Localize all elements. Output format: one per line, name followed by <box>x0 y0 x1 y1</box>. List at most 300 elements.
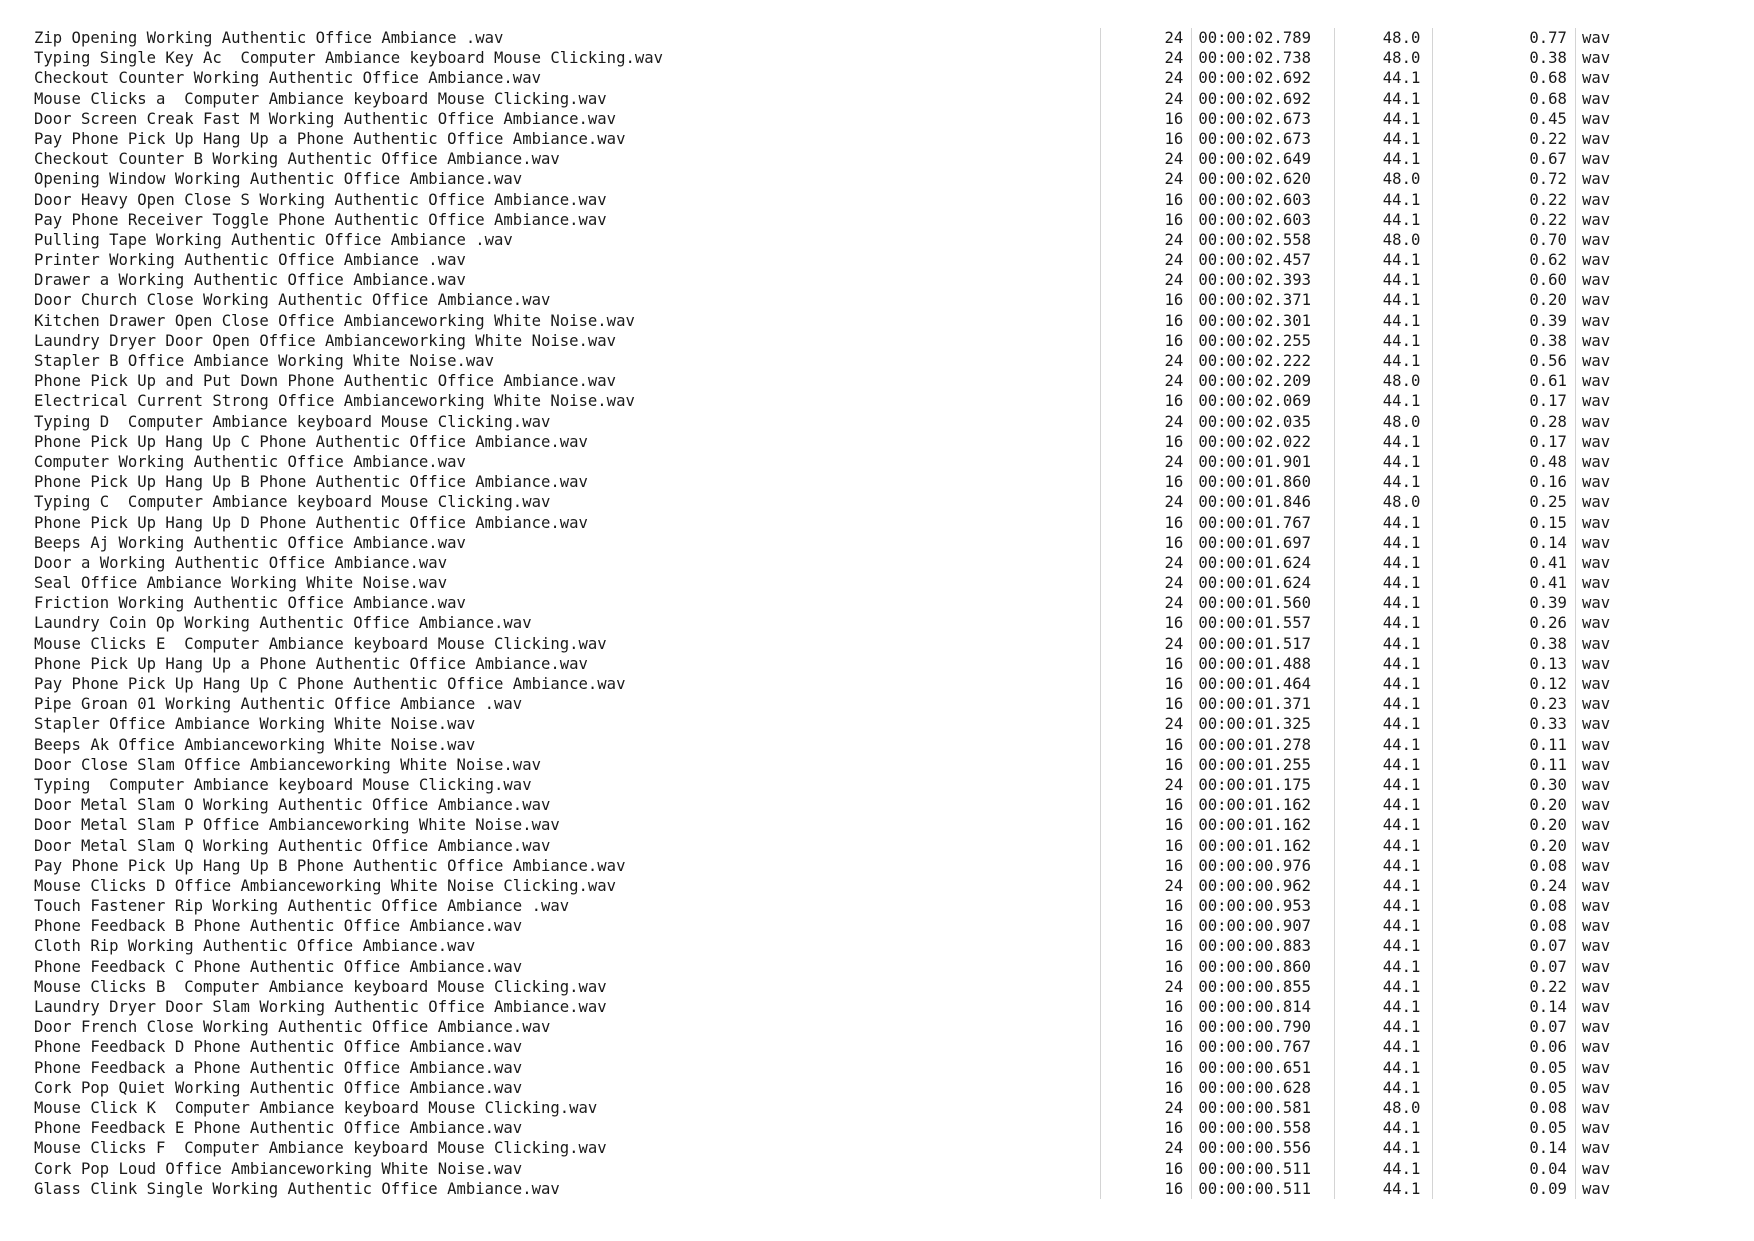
duration: 00:00:01.464 <box>1191 674 1334 694</box>
sample-rate: 44.1 <box>1334 714 1432 734</box>
bit-depth: 16 <box>1100 735 1192 755</box>
sample-rate: 44.1 <box>1334 593 1432 613</box>
file-name: Checkout Counter Working Authentic Office Ambiance.wav <box>34 69 541 88</box>
duration: 00:00:01.175 <box>1191 775 1334 795</box>
file-name: Door a Working Authentic Office Ambiance.wav <box>34 553 448 572</box>
bit-depth: 16 <box>1100 1179 1192 1199</box>
file-name: Mouse Clicks F Computer Ambiance keyboard Mouse Clicking.wav <box>34 1139 607 1158</box>
duration: 00:00:00.976 <box>1191 856 1334 876</box>
sample-rate: 44.1 <box>1334 129 1432 149</box>
file-name: Touch Fastener Rip Working Authentic Office Ambiance .wav <box>34 897 570 916</box>
sample-rate: 44.1 <box>1334 149 1432 169</box>
file-size: 0.62 <box>1432 250 1575 270</box>
file-row <box>34 876 1634 896</box>
file-row <box>34 1179 1634 1199</box>
file-size: 0.70 <box>1432 230 1575 250</box>
file-size: 0.25 <box>1432 492 1575 512</box>
file-size: 0.26 <box>1432 613 1575 633</box>
file-type: wav <box>1575 311 1634 331</box>
duration: 00:00:01.557 <box>1191 613 1334 633</box>
bit-depth: 16 <box>1100 331 1192 351</box>
bit-depth: 16 <box>1100 1078 1192 1098</box>
duration: 00:00:02.738 <box>1191 48 1334 68</box>
sample-rate: 44.1 <box>1334 472 1432 492</box>
sample-rate: 44.1 <box>1334 250 1432 270</box>
duration: 00:00:00.558 <box>1191 1118 1334 1138</box>
file-type: wav <box>1575 916 1634 936</box>
file-row <box>34 533 1634 553</box>
bit-depth: 16 <box>1100 533 1192 553</box>
file-type: wav <box>1575 68 1634 88</box>
file-type: wav <box>1575 290 1634 310</box>
file-type: wav <box>1575 1058 1634 1078</box>
file-name: Friction Working Authentic Office Ambiance.wav <box>34 594 466 613</box>
duration: 00:00:02.371 <box>1191 290 1334 310</box>
file-size: 0.14 <box>1432 997 1575 1017</box>
duration: 00:00:02.393 <box>1191 270 1334 290</box>
duration: 00:00:02.620 <box>1191 169 1334 189</box>
file-name: Kitchen Drawer Open Close Office Ambianceworking White Noise.wav <box>34 311 635 330</box>
file-row <box>34 210 1634 230</box>
file-type: wav <box>1575 856 1634 876</box>
file-list <box>34 28 1634 1199</box>
duration: 00:00:02.457 <box>1191 250 1334 270</box>
file-name: Phone Feedback a Phone Authentic Office Ambiance.wav <box>34 1058 523 1077</box>
file-name: Phone Feedback D Phone Authentic Office Ambiance.wav <box>34 1038 523 1057</box>
file-row <box>34 472 1634 492</box>
file-row <box>34 109 1634 129</box>
file-size: 0.22 <box>1432 210 1575 230</box>
duration: 00:00:01.371 <box>1191 694 1334 714</box>
file-row <box>34 28 1634 48</box>
file-name: Printer Working Authentic Office Ambiance .wav <box>34 251 466 270</box>
sample-rate: 44.1 <box>1334 270 1432 290</box>
bit-depth: 16 <box>1100 210 1192 230</box>
file-row <box>34 957 1634 977</box>
file-row <box>34 68 1634 88</box>
file-name: Beeps Aj Working Authentic Office Ambiance.wav <box>34 533 466 552</box>
sample-rate: 44.1 <box>1334 290 1432 310</box>
sample-rate: 44.1 <box>1334 533 1432 553</box>
file-row <box>34 1159 1634 1179</box>
bit-depth: 24 <box>1100 89 1192 109</box>
file-type: wav <box>1575 977 1634 997</box>
bit-depth: 24 <box>1100 1098 1192 1118</box>
sample-rate: 44.1 <box>1334 109 1432 129</box>
sample-rate: 44.1 <box>1334 1037 1432 1057</box>
file-size: 0.04 <box>1432 1159 1575 1179</box>
file-type: wav <box>1575 270 1634 290</box>
file-name: Phone Pick Up Hang Up B Phone Authentic Office Ambiance.wav <box>34 473 588 492</box>
file-row <box>34 331 1634 351</box>
file-size: 0.16 <box>1432 472 1575 492</box>
sample-rate: 44.1 <box>1334 1078 1432 1098</box>
sample-rate: 48.0 <box>1334 371 1432 391</box>
bit-depth: 16 <box>1100 1017 1192 1037</box>
file-type: wav <box>1575 1037 1634 1057</box>
bit-depth: 16 <box>1100 916 1192 936</box>
bit-depth: 24 <box>1100 452 1192 472</box>
file-row <box>34 573 1634 593</box>
file-name: Typing C Computer Ambiance keyboard Mouse Clicking.wav <box>34 493 551 512</box>
file-size: 0.09 <box>1432 1179 1575 1199</box>
sample-rate: 48.0 <box>1334 169 1432 189</box>
file-name: Typing Computer Ambiance keyboard Mouse Clicking.wav <box>34 775 532 794</box>
bit-depth: 16 <box>1100 836 1192 856</box>
file-type: wav <box>1575 109 1634 129</box>
file-size: 0.15 <box>1432 513 1575 533</box>
file-size: 0.17 <box>1432 391 1575 411</box>
file-type: wav <box>1575 1179 1634 1199</box>
file-size: 0.77 <box>1432 28 1575 48</box>
file-type: wav <box>1575 472 1634 492</box>
file-name: Electrical Current Strong Office Ambianceworking White Noise.wav <box>34 392 635 411</box>
file-row <box>34 452 1634 472</box>
file-type: wav <box>1575 573 1634 593</box>
file-row <box>34 714 1634 734</box>
sample-rate: 44.1 <box>1334 936 1432 956</box>
file-type: wav <box>1575 210 1634 230</box>
duration: 00:00:01.560 <box>1191 593 1334 613</box>
duration: 00:00:01.860 <box>1191 472 1334 492</box>
sample-rate: 48.0 <box>1334 1098 1432 1118</box>
file-name: Cork Pop Quiet Working Authentic Office Ambiance.wav <box>34 1078 523 1097</box>
file-name: Mouse Clicks a Computer Ambiance keyboard Mouse Clicking.wav <box>34 89 607 108</box>
file-size: 0.33 <box>1432 714 1575 734</box>
duration: 00:00:00.907 <box>1191 916 1334 936</box>
bit-depth: 16 <box>1100 674 1192 694</box>
file-name: Door Metal Slam O Working Authentic Office Ambiance.wav <box>34 796 551 815</box>
duration: 00:00:00.814 <box>1191 997 1334 1017</box>
file-size: 0.22 <box>1432 129 1575 149</box>
duration: 00:00:02.649 <box>1191 149 1334 169</box>
duration: 00:00:00.511 <box>1191 1159 1334 1179</box>
file-row <box>34 815 1634 835</box>
bit-depth: 24 <box>1100 977 1192 997</box>
file-type: wav <box>1575 896 1634 916</box>
file-row <box>34 351 1634 371</box>
file-row <box>34 391 1634 411</box>
bit-depth: 16 <box>1100 694 1192 714</box>
file-name: Stapler Office Ambiance Working White Noise.wav <box>34 715 476 734</box>
file-type: wav <box>1575 432 1634 452</box>
bit-depth: 24 <box>1100 492 1192 512</box>
file-name: Beeps Ak Office Ambianceworking White Noise.wav <box>34 735 476 754</box>
duration: 00:00:02.558 <box>1191 230 1334 250</box>
file-name: Door Metal Slam Q Working Authentic Office Ambiance.wav <box>34 836 551 855</box>
file-row <box>34 654 1634 674</box>
file-name: Opening Window Working Authentic Office Ambiance.wav <box>34 170 523 189</box>
bit-depth: 16 <box>1100 856 1192 876</box>
file-row <box>34 1138 1634 1158</box>
file-size: 0.11 <box>1432 755 1575 775</box>
file-type: wav <box>1575 1078 1634 1098</box>
file-size: 0.05 <box>1432 1118 1575 1138</box>
sample-rate: 44.1 <box>1334 351 1432 371</box>
file-type: wav <box>1575 129 1634 149</box>
file-size: 0.12 <box>1432 674 1575 694</box>
file-row <box>34 735 1634 755</box>
file-row <box>34 1118 1634 1138</box>
file-name: Phone Feedback E Phone Authentic Office Ambiance.wav <box>34 1119 523 1138</box>
file-size: 0.38 <box>1432 331 1575 351</box>
file-size: 0.38 <box>1432 634 1575 654</box>
file-type: wav <box>1575 876 1634 896</box>
file-row <box>34 169 1634 189</box>
duration: 00:00:01.255 <box>1191 755 1334 775</box>
sample-rate: 44.1 <box>1334 1138 1432 1158</box>
bit-depth: 24 <box>1100 230 1192 250</box>
sample-rate: 44.1 <box>1334 896 1432 916</box>
file-row <box>34 856 1634 876</box>
sample-rate: 44.1 <box>1334 1118 1432 1138</box>
file-name: Door French Close Working Authentic Office Ambiance.wav <box>34 1018 551 1037</box>
sample-rate: 44.1 <box>1334 432 1432 452</box>
duration: 00:00:00.556 <box>1191 1138 1334 1158</box>
file-row <box>34 795 1634 815</box>
file-type: wav <box>1575 735 1634 755</box>
duration: 00:00:01.488 <box>1191 654 1334 674</box>
file-size: 0.45 <box>1432 109 1575 129</box>
sample-rate: 44.1 <box>1334 1159 1432 1179</box>
file-row <box>34 553 1634 573</box>
file-name: Pay Phone Receiver Toggle Phone Authentic Office Ambiance.wav <box>34 210 607 229</box>
file-size: 0.38 <box>1432 48 1575 68</box>
bit-depth: 16 <box>1100 997 1192 1017</box>
file-name: Pay Phone Pick Up Hang Up C Phone Authentic Office Ambiance.wav <box>34 675 626 693</box>
bit-depth: 16 <box>1100 190 1192 210</box>
sample-rate: 44.1 <box>1334 1017 1432 1037</box>
file-row <box>34 674 1634 694</box>
file-row <box>34 290 1634 310</box>
file-row <box>34 1058 1634 1078</box>
file-type: wav <box>1575 533 1634 553</box>
sample-rate: 48.0 <box>1334 492 1432 512</box>
file-row <box>34 613 1634 633</box>
file-size: 0.20 <box>1432 290 1575 310</box>
sample-rate: 44.1 <box>1334 694 1432 714</box>
bit-depth: 16 <box>1100 129 1192 149</box>
file-name: Phone Pick Up Hang Up D Phone Authentic Office Ambiance.wav <box>34 513 588 532</box>
bit-depth: 16 <box>1100 654 1192 674</box>
file-size: 0.06 <box>1432 1037 1575 1057</box>
duration: 00:00:00.581 <box>1191 1098 1334 1118</box>
file-type: wav <box>1575 250 1634 270</box>
file-name: Door Close Slam Office Ambianceworking White Noise.wav <box>34 755 541 774</box>
sample-rate: 44.1 <box>1334 391 1432 411</box>
file-type: wav <box>1575 452 1634 472</box>
bit-depth: 24 <box>1100 634 1192 654</box>
duration: 00:00:02.603 <box>1191 210 1334 230</box>
file-size: 0.22 <box>1432 190 1575 210</box>
file-name: Pay Phone Pick Up Hang Up B Phone Authentic Office Ambiance.wav <box>34 856 626 875</box>
sample-rate: 44.1 <box>1334 573 1432 593</box>
duration: 00:00:02.209 <box>1191 371 1334 391</box>
file-row <box>34 755 1634 775</box>
file-row <box>34 270 1634 290</box>
file-name: Glass Clink Single Working Authentic Office Ambiance.wav <box>34 1179 560 1198</box>
file-size: 0.28 <box>1432 412 1575 432</box>
file-type: wav <box>1575 997 1634 1017</box>
file-name: Phone Pick Up Hang Up C Phone Authentic Office Ambiance.wav <box>34 432 588 451</box>
file-row <box>34 836 1634 856</box>
duration: 00:00:01.162 <box>1191 795 1334 815</box>
sample-rate: 44.1 <box>1334 1179 1432 1199</box>
file-name: Door Heavy Open Close S Working Authentic Office Ambiance.wav <box>34 190 607 209</box>
file-type: wav <box>1575 1017 1634 1037</box>
file-type: wav <box>1575 1098 1634 1118</box>
bit-depth: 16 <box>1100 513 1192 533</box>
file-row <box>34 1098 1634 1118</box>
sample-rate: 44.1 <box>1334 634 1432 654</box>
duration: 00:00:02.673 <box>1191 109 1334 129</box>
file-row <box>34 634 1634 654</box>
file-name: Mouse Click K Computer Ambiance keyboard Mouse Clicking.wav <box>34 1098 598 1117</box>
file-type: wav <box>1575 513 1634 533</box>
file-row <box>34 190 1634 210</box>
file-size: 0.20 <box>1432 795 1575 815</box>
file-type: wav <box>1575 836 1634 856</box>
file-name: Typing Single Key Ac Computer Ambiance keyboard Mouse Clicking.wav <box>34 49 664 68</box>
file-size: 0.41 <box>1432 573 1575 593</box>
bit-depth: 24 <box>1100 412 1192 432</box>
file-size: 0.72 <box>1432 169 1575 189</box>
duration: 00:00:00.883 <box>1191 936 1334 956</box>
duration: 00:00:01.162 <box>1191 815 1334 835</box>
file-size: 0.39 <box>1432 311 1575 331</box>
sample-rate: 44.1 <box>1334 876 1432 896</box>
file-size: 0.24 <box>1432 876 1575 896</box>
file-type: wav <box>1575 190 1634 210</box>
bit-depth: 24 <box>1100 169 1192 189</box>
file-row <box>34 89 1634 109</box>
file-type: wav <box>1575 694 1634 714</box>
file-name: Seal Office Ambiance Working White Noise.wav <box>34 574 448 593</box>
duration: 00:00:02.022 <box>1191 432 1334 452</box>
sample-rate: 44.1 <box>1334 977 1432 997</box>
sample-rate: 44.1 <box>1334 190 1432 210</box>
file-name: Mouse Clicks D Office Ambianceworking White Noise Clicking.wav <box>34 876 617 895</box>
sample-rate: 44.1 <box>1334 815 1432 835</box>
duration: 00:00:00.511 <box>1191 1179 1334 1199</box>
sample-rate: 48.0 <box>1334 48 1432 68</box>
file-type: wav <box>1575 28 1634 48</box>
file-size: 0.61 <box>1432 371 1575 391</box>
duration: 00:00:01.846 <box>1191 492 1334 512</box>
file-row <box>34 230 1634 250</box>
file-type: wav <box>1575 1118 1634 1138</box>
file-name: Door Screen Creak Fast M Working Authentic Office Ambiance.wav <box>34 109 617 128</box>
bit-depth: 16 <box>1100 109 1192 129</box>
file-size: 0.05 <box>1432 1078 1575 1098</box>
bit-depth: 24 <box>1100 28 1192 48</box>
file-size: 0.08 <box>1432 896 1575 916</box>
file-type: wav <box>1575 674 1634 694</box>
duration: 00:00:01.697 <box>1191 533 1334 553</box>
sample-rate: 48.0 <box>1334 230 1432 250</box>
sample-rate: 44.1 <box>1334 553 1432 573</box>
file-name: Cork Pop Loud Office Ambianceworking White Noise.wav <box>34 1159 523 1178</box>
file-size: 0.68 <box>1432 89 1575 109</box>
duration: 00:00:02.035 <box>1191 412 1334 432</box>
file-type: wav <box>1575 714 1634 734</box>
duration: 00:00:02.692 <box>1191 68 1334 88</box>
duration: 00:00:00.860 <box>1191 957 1334 977</box>
file-size: 0.41 <box>1432 553 1575 573</box>
file-name: Zip Opening Working Authentic Office Ambiance .wav <box>34 29 504 47</box>
duration: 00:00:01.624 <box>1191 553 1334 573</box>
file-type: wav <box>1575 169 1634 189</box>
sample-rate: 44.1 <box>1334 311 1432 331</box>
file-size: 0.30 <box>1432 775 1575 795</box>
sample-rate: 44.1 <box>1334 916 1432 936</box>
file-type: wav <box>1575 371 1634 391</box>
file-type: wav <box>1575 795 1634 815</box>
file-size: 0.67 <box>1432 149 1575 169</box>
file-type: wav <box>1575 391 1634 411</box>
file-size: 0.17 <box>1432 432 1575 452</box>
bit-depth: 24 <box>1100 775 1192 795</box>
bit-depth: 16 <box>1100 613 1192 633</box>
file-row <box>34 250 1634 270</box>
sample-rate: 44.1 <box>1334 775 1432 795</box>
file-row <box>34 775 1634 795</box>
file-size: 0.48 <box>1432 452 1575 472</box>
bit-depth: 24 <box>1100 573 1192 593</box>
file-row <box>34 896 1634 916</box>
file-row <box>34 1078 1634 1098</box>
sample-rate: 44.1 <box>1334 1058 1432 1078</box>
file-type: wav <box>1575 89 1634 109</box>
file-size: 0.05 <box>1432 1058 1575 1078</box>
bit-depth: 16 <box>1100 432 1192 452</box>
file-row <box>34 311 1634 331</box>
file-row <box>34 694 1634 714</box>
file-name: Computer Working Authentic Office Ambiance.wav <box>34 452 466 471</box>
file-type: wav <box>1575 351 1634 371</box>
file-size: 0.11 <box>1432 735 1575 755</box>
file-row <box>34 593 1634 613</box>
file-name: Laundry Coin Op Working Authentic Office Ambiance.wav <box>34 614 532 633</box>
file-row <box>34 936 1634 956</box>
file-size: 0.14 <box>1432 533 1575 553</box>
file-name: Phone Pick Up and Put Down Phone Authentic Office Ambiance.wav <box>34 372 617 391</box>
sample-rate: 44.1 <box>1334 513 1432 533</box>
file-name: Phone Feedback C Phone Authentic Office Ambiance.wav <box>34 957 523 976</box>
bit-depth: 24 <box>1100 68 1192 88</box>
file-name: Laundry Dryer Door Slam Working Authentic Office Ambiance.wav <box>34 998 607 1016</box>
file-type: wav <box>1575 654 1634 674</box>
duration: 00:00:02.603 <box>1191 190 1334 210</box>
file-name: Door Church Close Working Authentic Office Ambiance.wav <box>34 291 551 310</box>
duration: 00:00:00.790 <box>1191 1017 1334 1037</box>
bit-depth: 24 <box>1100 593 1192 613</box>
file-type: wav <box>1575 553 1634 573</box>
duration: 00:00:02.301 <box>1191 311 1334 331</box>
file-size: 0.08 <box>1432 1098 1575 1118</box>
sample-rate: 44.1 <box>1334 997 1432 1017</box>
file-type: wav <box>1575 149 1634 169</box>
file-type: wav <box>1575 1138 1634 1158</box>
file-row <box>34 1037 1634 1057</box>
bit-depth: 16 <box>1100 311 1192 331</box>
duration: 00:00:02.692 <box>1191 89 1334 109</box>
file-name: Laundry Dryer Door Open Office Ambianceworking White Noise.wav <box>34 331 617 350</box>
sample-rate: 44.1 <box>1334 836 1432 856</box>
duration: 00:00:02.673 <box>1191 129 1334 149</box>
duration: 00:00:02.255 <box>1191 331 1334 351</box>
file-type: wav <box>1575 230 1634 250</box>
